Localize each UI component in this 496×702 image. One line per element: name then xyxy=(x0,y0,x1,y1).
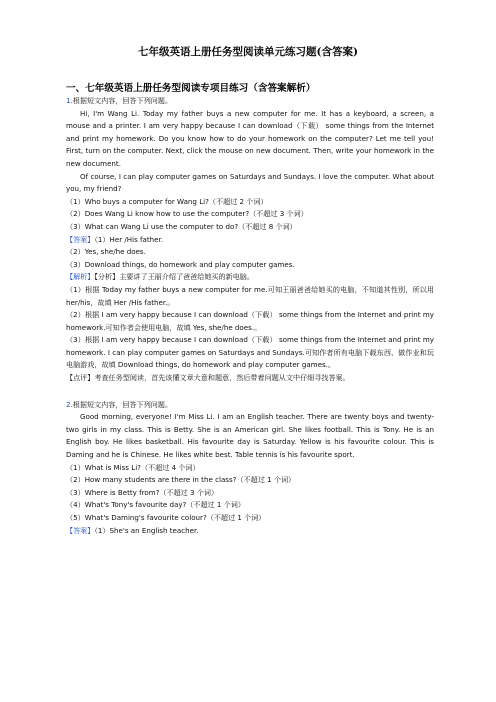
answer-line: 【答案】（1）She's an English teacher. xyxy=(66,525,199,535)
analysis-intro: 【解析】【分析】主要讲了王丽介绍了爸爸给她买的新电脑。 xyxy=(66,272,254,282)
answer-line: （2）Yes, she/he does. xyxy=(66,247,146,257)
passage-paragraph: Good morning, everyone! I'm Miss Li. I am an English teacher. There are twenty boys and twenty-two girls in my class. This is Betty. She is an American girl. She likes football. This is Tony. He is an English boy. He likes basketball. His favourite day is Saturday. Yellow is his favourite colour. This is Daming and he is Chinese. He likes white best. Table tennis is his favourite sport. xyxy=(66,412,434,460)
question-item: （3）What can Wang Li use the computer to do?（不超过 8 个词） xyxy=(66,221,297,231)
passage-paragraph: Hi, I'm Wang Li. Today my father buys a new computer for me. It has a keyboard, a screen, a mouse and a printer. I am very happy because I can download（下载） some things from the Internet and print my homework. Do you know how to do your homework on the computer? Let me tell you! First, turn on the computer. Next, click the mouse on new document. Then, write your homework in the new document. xyxy=(66,108,434,168)
answer-tag: 【答案】 xyxy=(66,234,95,244)
question-item: （5）What's Daming's favourite colour?（不超过 1 个词） xyxy=(66,513,266,522)
analysis-line: （2）根据 I am very happy because I can download（下载） some things from the Internet and print my homework.可知作者会使用电脑，故填 Yes, she/he does.。 xyxy=(66,310,434,332)
answer-line: 【答案】（1）Her /His father. xyxy=(66,234,164,244)
question-item: （4）What's Tony's favourite day?（不超过 1 个词） xyxy=(66,500,245,510)
passage-paragraph: Of course, I can play computer games on Saturdays and Sundays. I love the computer. What about you, my friend? xyxy=(66,171,434,194)
question-2-intro: 2.根据短文内容，回答下列问题。 xyxy=(66,399,173,409)
answer-tag: 【答案】 xyxy=(66,525,95,535)
question-item: （1）What is Miss Li?（不超过 4 个词） xyxy=(66,462,200,472)
question-item: （3）Where is Betty from?（不超过 3 个词） xyxy=(66,487,219,497)
question-number: 1. xyxy=(66,96,73,105)
analysis-line: （1）根据 Today my father buys a new computer for me.可知王丽爸爸给她买的电脑，不知道其性别，所以用 her/his，故填 Her /His father.。 xyxy=(66,284,434,307)
question-item: （2）Does Wang Li know how to use the computer?（不超过 3 个词） xyxy=(66,209,308,219)
question-1-intro: 1.根据短文内容，回答下列问题。 xyxy=(66,96,173,105)
section-heading: 一、七年级英语上册任务型阅读专项目练习（含答案解析） xyxy=(66,83,316,94)
comment-tag: 【点评】 xyxy=(66,373,95,383)
answer-line: （3）Download things, do homework and play computer games. xyxy=(66,259,295,269)
document-title: 七年级英语上册任务型阅读单元练习题(含答案) xyxy=(138,46,358,58)
analysis-tag: 【解析】 xyxy=(66,272,95,282)
question-item: （2）How many students are there in the class?（不超过 1 个词） xyxy=(66,475,296,485)
spacer xyxy=(66,385,434,399)
analysis-line: （3）根据 I am very happy because I can download（下载） some things from the Internet and print my homework. I can play computer games on Saturdays and Sundays.可知作者所有电脑下载东西、做作业和玩电脑游戏，故填 Download things, do homework and play computer games.。 xyxy=(66,335,434,370)
question-item: （1）Who buys a computer for Wang Li?（不超过 2 个词） xyxy=(66,196,268,206)
question-number: 2. xyxy=(66,399,73,409)
document-body xyxy=(66,95,434,537)
comment-line: 【点评】考查任务型阅读，首先该懂文章大意和题意，然后带着问题从文中仔细寻找答案。 xyxy=(66,373,350,383)
